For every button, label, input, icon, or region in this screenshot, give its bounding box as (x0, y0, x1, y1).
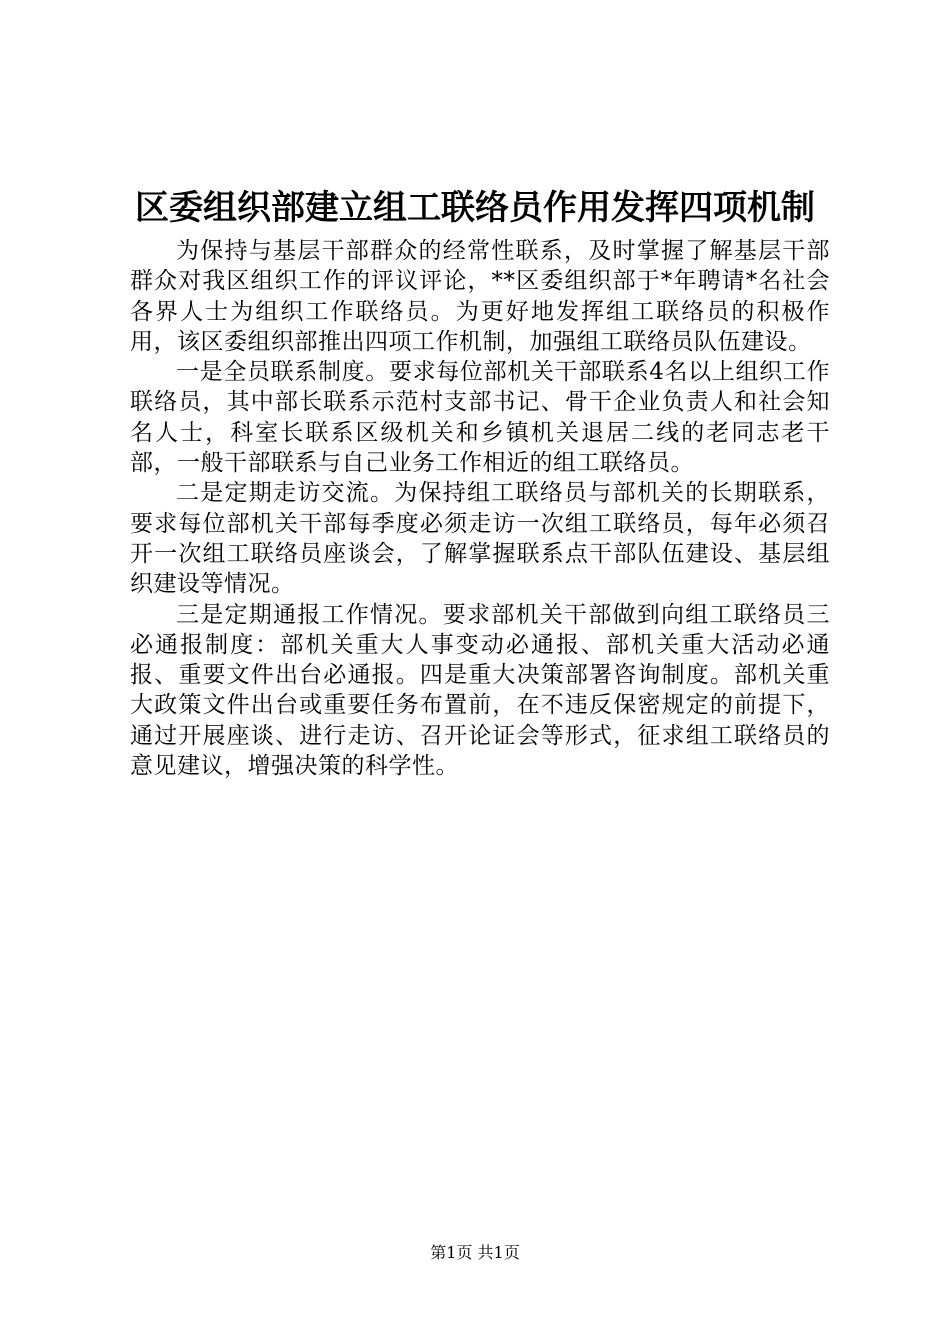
paragraph-intro: 为保持与基层干部群众的经常性联系，及时掌握了解基层干部群众对我区组织工作的评议评论，**区委组织部于*年聘请*名社会各界人士为组织工作联络员。为更好地发挥组工联络员的积极作用，该区委组织部推出四项工作机制，加强组工联络员队伍建设。 (130, 238, 830, 355)
paragraph-mechanism-1: 一是全员联系制度。要求每位部机关干部联系4名以上组织工作联络员，其中部长联系示范村支部书记、骨干企业负责人和社会知名人士，科室长联系区级机关和乡镇机关退居二线的老同志老干部，一般干部联系与自己业务工作相近的组工联络员。 (130, 359, 830, 477)
page-number-footer: 第1页 共1页 (430, 1243, 520, 1262)
paragraph-mechanism-2: 二是定期走访交流。为保持组工联络员与部机关的长期联系，要求每位部机关干部每季度必须走访一次组工联络员，每年必须召开一次组工联络员座谈会，了解掌握联系点干部队伍建设、基层组织建设等情况。 (130, 480, 830, 598)
document-body (130, 236, 830, 781)
document-title: 区委组织部建立组工联络员作用发挥四项机制 (135, 188, 815, 228)
paragraph-mechanism-3-4: 三是定期通报工作情况。要求部机关干部做到向组工联络员三必通报制度：部机关重大人事变动必通报、部机关重大活动必通报、重要文件出台必通报。四是重大决策部署咨询制度。部机关重大政策文件出台或重要任务布置前，在不违反保密规定的前提下，通过开展座谈、进行走访、召开论证会等形式，征求组工联络员的意见建议，增强决策的科学性。 (130, 601, 830, 780)
